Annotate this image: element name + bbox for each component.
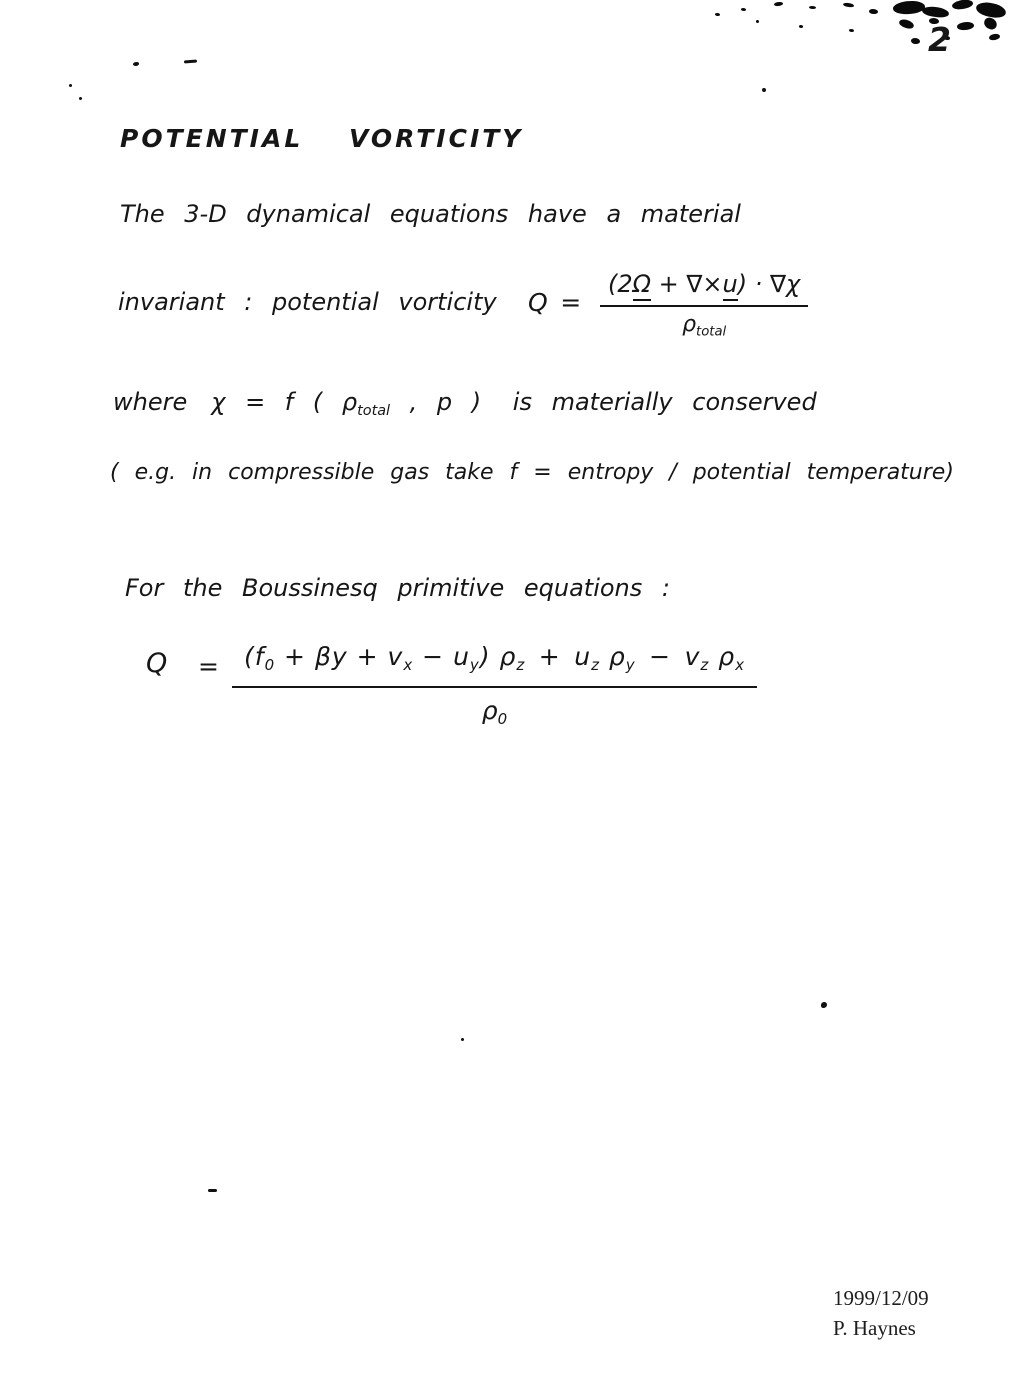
eq2-subscript: 0 [264,655,276,674]
footer [833,1283,929,1344]
where-line [113,388,817,419]
scan-speck [461,1038,464,1041]
eq2-token: + βy + v [275,642,404,671]
scan-speck [821,1002,827,1008]
eq2-token: − u [413,642,470,671]
boussinesq-numerator [232,642,757,688]
scan-noise-blob [809,6,816,9]
scan-noise-blob [911,38,920,44]
scan-noise-blob [741,8,746,11]
scan-speck [69,84,72,87]
boussinesq-denominator [482,696,507,728]
where-text-end: , p ) is materially conserved [390,388,817,416]
scan-noise-blob [892,0,925,16]
scan-noise-blob [922,6,950,18]
scan-noise-blob [843,2,854,7]
grad-chi: ∇χ [769,270,801,298]
scan-noise-blob [988,33,1000,42]
scan-noise-blob [756,20,759,23]
example-line: ( e.g. in compressible gas take f = entropy / potential temperature) [110,460,954,485]
boussinesq-pv-fraction [232,642,757,728]
boussinesq-intro-line: For the Boussinesq primitive equations : [125,574,670,602]
scan-speck [762,88,766,92]
scan-noise-blob [898,18,914,29]
eq2-subscript: x [735,655,745,674]
eq2-subscript: x [403,655,414,674]
scan-noise-blob [956,21,974,32]
pv-fraction-numerator [600,270,808,307]
eq2-subscript: z [516,655,526,674]
scan-noise-blob [799,25,803,28]
eq1-equals: = [560,288,582,317]
eq1-token: + ∇× [650,270,723,298]
u-vector: u [723,270,738,301]
boussinesq-eq-equals: = [198,652,219,681]
eq2-subscript: z [700,655,710,674]
boussinesq-eq-lhs: Q [146,648,168,679]
eq2-subscript: y [469,655,480,674]
rho-symbol: ρ [682,312,697,337]
rho-zero-subscript: 0 [497,709,508,728]
scan-speck [79,97,82,100]
eq2-token: − v [635,642,701,671]
eq2-subscript: z [591,655,600,674]
scan-speck [184,60,197,64]
scan-noise-blob [951,0,973,11]
eq1-token: ) · [737,270,770,298]
pv-equation-lhs [528,288,581,317]
eq2-token: ) ρ [479,642,517,671]
eq2-token: (f [244,642,265,671]
scan-speck [133,62,139,66]
pv-fraction-denominator [682,312,726,339]
scan-noise-blob [715,13,720,16]
scan-noise-blob [983,16,999,31]
page-number: 2 [928,20,951,59]
eq2-token: ρ [709,642,736,671]
page-title: POTENTIAL VORTICITY [120,124,524,153]
eq2-token: + u [525,642,592,671]
omega-vector: Ω [633,270,651,301]
scan-noise-blob [774,1,784,7]
rho-total-subscript: total [357,402,391,419]
where-text: where χ = f ( ρ [113,388,358,416]
body-line-1: The 3-D dynamical equations have a material [120,200,741,228]
footer-date: 1999/12/09 [833,1286,929,1310]
eq2-token: ρ [599,642,626,671]
rho-zero-symbol: ρ [481,695,498,725]
rho-subscript: total [696,324,727,340]
scan-noise-blob [975,1,1007,19]
eq1-q: Q [528,288,548,317]
scan-noise-blob [849,29,854,32]
scan-noise-blob [869,9,878,14]
eq2-subscript: y [625,655,636,674]
eq1-token: (2 [608,270,633,298]
footer-author: P. Haynes [833,1316,916,1341]
scan-speck [208,1189,217,1192]
pv-definition-fraction [600,270,808,339]
body-line-2: invariant : potential vorticity [118,288,497,316]
